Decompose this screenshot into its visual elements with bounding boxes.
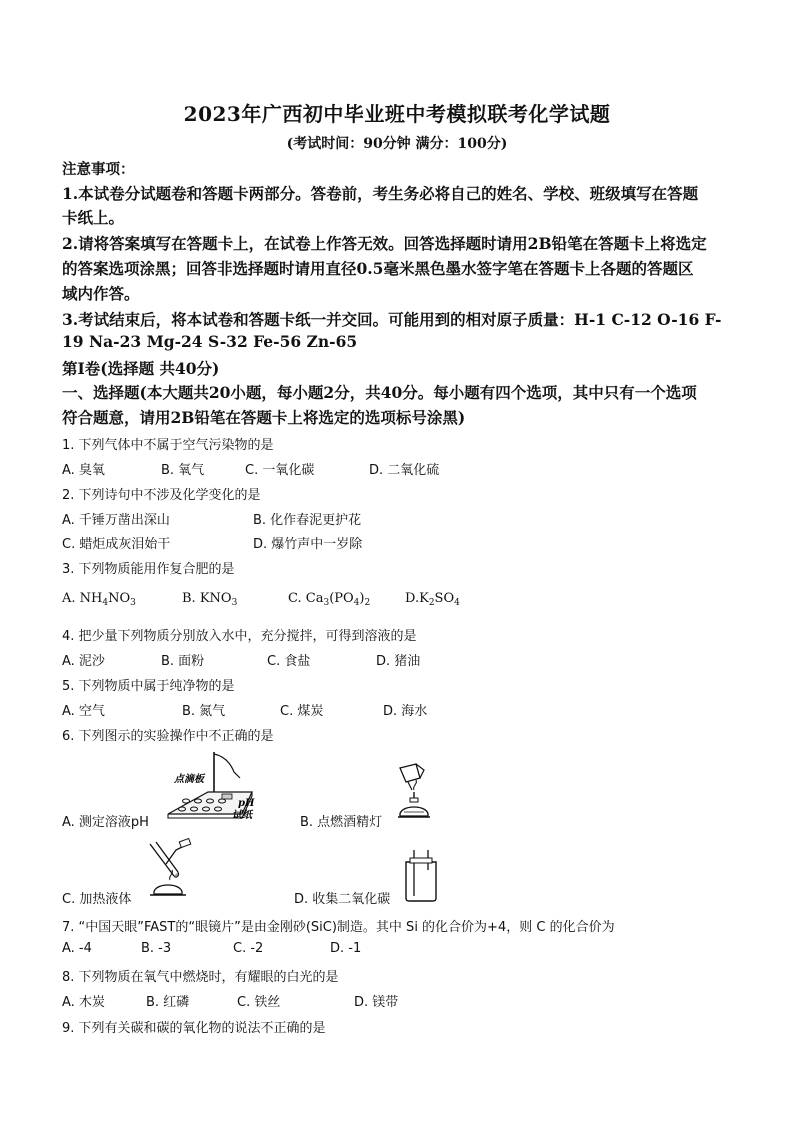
question-8-option-a: A. 木炭 — [62, 995, 105, 1010]
question-8-option-c: C. 铁丝 — [237, 995, 281, 1010]
question-2-stem: 2. 下列诗句中不涉及化学变化的是 — [62, 488, 261, 503]
question-3-option-b: B. $KNO_3$ — [182, 591, 238, 608]
question-6-option-a: A. 测定溶液pH — [62, 815, 149, 830]
question-1-option-d: D. 二氧化硫 — [369, 463, 440, 478]
question-6-option-c: C. 加热液体 — [62, 892, 132, 907]
notes-heading: 注意事项： — [62, 161, 135, 178]
page-title: 2023年广西初中毕业班中考模拟联考化学试题 — [183, 102, 611, 126]
question-4-option-d: D. 猪油 — [376, 654, 421, 669]
question-1-stem: 1. 下列气体中不属于空气污染物的是 — [62, 438, 274, 453]
question-9-stem: 9. 下列有关碳和碳的氧化物的说法不正确的是 — [62, 1021, 326, 1036]
question-2-option-c: C. 蜡炬成灰泪始干 — [62, 537, 171, 552]
question-5-stem: 5. 下列物质中属于纯净物的是 — [62, 679, 235, 694]
question-5-option-d: D. 海水 — [383, 704, 428, 719]
figure-gas-collection — [400, 850, 444, 902]
question-3-stem: 3. 下列物质能用作复合肥的是 — [62, 562, 235, 577]
question-4-option-a: A. 泥沙 — [62, 654, 105, 669]
notes-line-5: 域内作答。 — [62, 284, 140, 303]
question-7-option-b: B. -3 — [141, 941, 172, 956]
question-1-option-b: B. 氧气 — [161, 463, 205, 478]
question-8-option-b: B. 红磷 — [146, 995, 190, 1010]
question-4-option-c: C. 食盐 — [267, 654, 311, 669]
question-1-option-c: C. 一氧化碳 — [245, 463, 315, 478]
question-7-stem: 7. “中国天眼”FAST的“眼镜片”是由金刚砂(SiC)制造。其中 Si 的化合价为+4，则 C 的化合价为 — [62, 920, 615, 935]
section-intro-line-2: 符合题意，请用2B铅笔在答题卡上将选定的选项标号涂黑) — [62, 408, 466, 427]
question-6-stem: 6. 下列图示的实验操作中不正确的是 — [62, 729, 274, 744]
question-2-option-a: A. 千锤万凿出深山 — [62, 513, 170, 528]
question-8-stem: 8. 下列物质在氧气中燃烧时，有耀眼的白光的是 — [62, 970, 339, 985]
figure-label-ph: pH — [238, 798, 255, 809]
figure-ph-test — [160, 748, 270, 828]
figure-label-test-paper: 试纸 — [232, 810, 252, 821]
question-2-option-d: D. 爆竹声中一岁除 — [253, 537, 363, 552]
question-3-option-d: $D.K_2SO_4$ — [405, 591, 460, 608]
question-5-option-c: C. 煤炭 — [280, 704, 324, 719]
question-8-option-d: D. 镁带 — [354, 995, 399, 1010]
notes-line-4: 的答案选项涂黑；回答非选择题时请用直径0.5毫米黑色墨水签字笔在答题卡上各题的答题区 — [62, 259, 694, 278]
question-7-option-a: A. -4 — [62, 941, 92, 956]
figure-heating-liquid — [140, 836, 196, 896]
question-5-option-b: B. 氮气 — [182, 704, 226, 719]
question-5-option-a: A. 空气 — [62, 704, 105, 719]
notes-line-6: 3.考试结束后，将本试卷和答题卡纸一并交回。可能用到的相对原子质量：H-1 C-12 O-16 F- — [62, 310, 722, 329]
section-intro-line-1: 一、选择题(本大题共20小题，每小题2分，共40分。每小题有四个选项，其中只有一个选项 — [62, 383, 697, 402]
notes-line-7: 19 Na-23 Mg-24 S-32 Fe-56 Zn-65 — [62, 332, 358, 351]
question-6-option-b: B. 点燃酒精灯 — [300, 815, 383, 830]
question-7-option-c: C. -2 — [233, 941, 264, 956]
question-1-option-a: A. 臭氧 — [62, 463, 105, 478]
question-4-stem: 4. 把少量下列物质分别放入水中，充分搅拌，可得到溶液的是 — [62, 629, 417, 644]
figure-alcohol-lamp — [394, 760, 444, 824]
notes-line-1: 1.本试卷分试题卷和答题卡两部分。答卷前，考生务必将自己的姓名、学校、班级填写在答题 — [62, 184, 699, 203]
section-title: 第Ⅰ卷(选择题 共40分) — [62, 359, 220, 378]
question-3-option-c: C. $Ca_3(PO_4)_2$ — [288, 591, 371, 608]
question-6-option-d: D. 收集二氧化碳 — [294, 892, 391, 907]
exam-info: (考试时间：90分钟 满分：100分) — [286, 136, 508, 152]
question-7-option-d: D. -1 — [330, 941, 362, 956]
notes-line-2: 卡纸上。 — [62, 208, 125, 227]
notes-line-3: 2.请将答案填写在答题卡上，在试卷上作答无效。回答选择题时请用2B铅笔在答题卡上将选定 — [62, 234, 707, 253]
figure-label-spot-plate: 点滴板 — [174, 774, 204, 785]
question-3-option-a: A. $NH_4NO_3$ — [62, 591, 136, 608]
question-4-option-b: B. 面粉 — [161, 654, 205, 669]
question-2-option-b: B. 化作春泥更护花 — [253, 513, 362, 528]
